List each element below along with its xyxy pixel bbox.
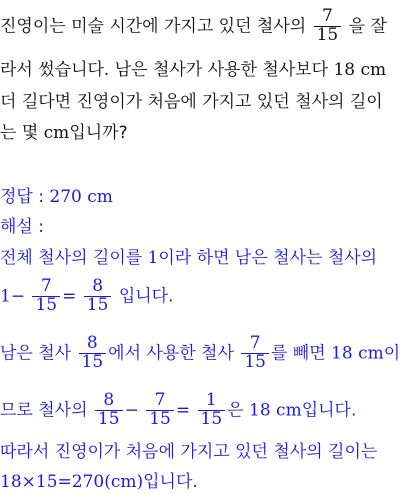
explanation-line-6	[0, 472, 198, 492]
explanation-text: 입니다.	[143, 472, 198, 492]
fraction-numerator: 7	[249, 333, 261, 353]
length-unit: cm	[358, 343, 384, 364]
explanation-line-2	[0, 278, 174, 315]
question-text: 진영이는 미술 시간에 가지고 있던 철사의	[0, 16, 307, 37]
question-text: 더 길다면 진영이가 처음에 가지고 있던 철사의 길이	[0, 92, 383, 112]
explanation-text: 전체 철사의 길이를	[0, 248, 143, 268]
minus-sign: −	[124, 400, 139, 421]
fraction-numerator: 8	[103, 390, 115, 410]
explanation-text: 은	[227, 400, 244, 421]
explanation-text: 에서 사용한 철사	[108, 343, 234, 364]
minus-sign: −	[10, 286, 26, 307]
whole-value: 1	[0, 286, 11, 307]
fraction-numerator: 1	[205, 390, 217, 410]
fraction-denominator: 15	[198, 410, 226, 429]
explanation-text: 남은 철사	[0, 343, 72, 364]
length-value: 18	[249, 400, 271, 421]
explanation-text: 므로 철사의	[0, 400, 88, 421]
fraction-numerator: 7	[154, 390, 166, 410]
explanation-line-5	[0, 442, 377, 462]
question-text: 입니까?	[69, 123, 128, 143]
explanation-text: 입니다.	[301, 400, 357, 421]
explanation-text: 이라 하면 남은 철사는 철사의	[158, 248, 378, 268]
question-line-3	[0, 92, 383, 112]
length-unit: cm	[360, 60, 387, 80]
fraction-7-15	[314, 8, 342, 45]
answer-unit: cm	[87, 187, 113, 207]
fraction-numerator: 7	[322, 6, 333, 26]
equals-sign: =	[175, 400, 191, 421]
fraction-7-15	[146, 392, 174, 429]
length-value: 18	[331, 343, 353, 364]
fraction-denominator: 15	[84, 296, 112, 315]
question-line-4	[0, 123, 128, 143]
question-text: 라서 썼습니다. 남은 철사가 사용한 철사보다	[0, 60, 329, 80]
length-unit: cm	[43, 123, 70, 143]
fraction-numerator: 7	[40, 276, 52, 296]
question-text: 는 몇	[0, 123, 39, 143]
fraction-denominator: 15	[79, 353, 107, 372]
fraction-denominator: 15	[32, 296, 60, 315]
fraction-8-15	[79, 335, 107, 372]
equals-sign: =	[62, 286, 77, 307]
question-line-1	[0, 8, 387, 45]
explanation-text: 따라서 진영이가 처음에 가지고 있던 철사의 길이는	[0, 442, 378, 462]
answer-line	[0, 187, 113, 207]
fraction-denominator: 15	[314, 26, 342, 45]
fraction-7-15	[241, 335, 269, 372]
answer-value: 270	[49, 187, 82, 207]
explanation-line-4	[0, 392, 356, 429]
fraction-denominator: 15	[241, 353, 269, 372]
fraction-7-15	[32, 278, 60, 315]
question-text: 을 잘	[348, 16, 387, 37]
fraction-denominator: 15	[146, 410, 174, 429]
question-line-2	[0, 60, 386, 80]
fraction-denominator: 15	[95, 410, 123, 429]
length-value: 18	[333, 60, 356, 80]
answer-label: 정답 :	[0, 187, 44, 207]
fraction-8-15	[95, 392, 123, 429]
explanation-text: 를 빼면	[270, 343, 326, 364]
calculation-expression: 18×15=270(cm)	[0, 472, 144, 492]
explanation-line-3	[0, 335, 400, 372]
explanation-label: 해설 :	[0, 217, 44, 237]
whole-value: 1	[147, 248, 159, 268]
fraction-numerator: 8	[86, 333, 98, 353]
explanation-text: 이	[383, 343, 400, 364]
fraction-1-15	[198, 392, 226, 429]
fraction-8-15	[84, 278, 112, 315]
explanation-line-1	[0, 248, 377, 268]
explanation-label-line	[0, 217, 44, 237]
length-unit: cm	[276, 400, 302, 421]
explanation-text: 입니다.	[118, 286, 174, 307]
fraction-numerator: 8	[92, 276, 104, 296]
